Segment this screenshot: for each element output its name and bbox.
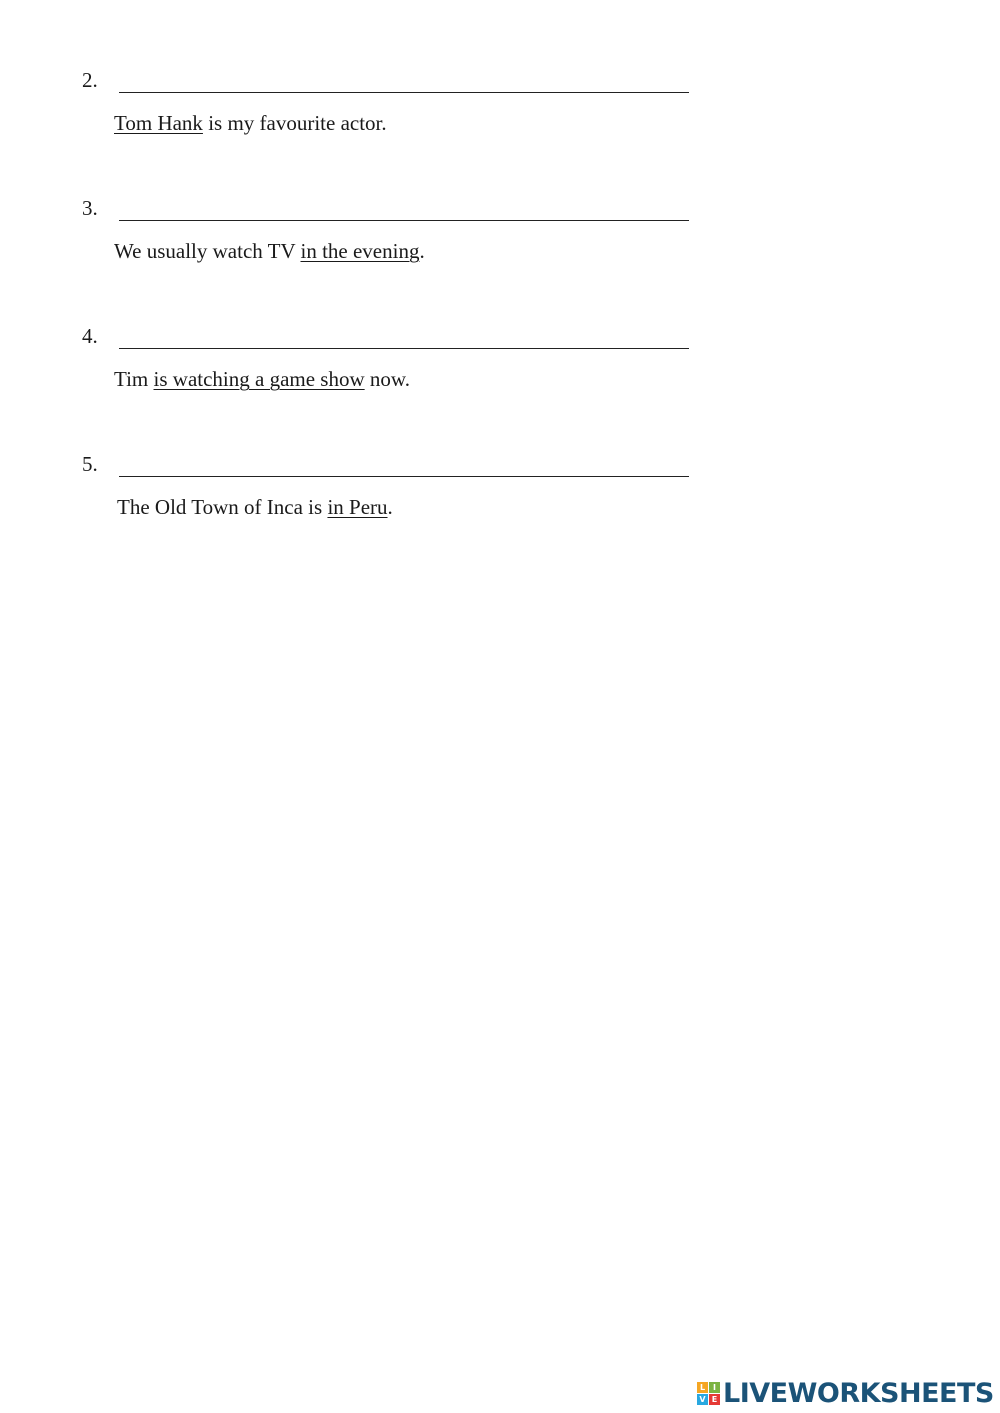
sentence-text: The Old Town of Inca is [117,495,328,519]
sentence [117,495,393,519]
sentence-text: We usually watch TV [114,239,301,263]
answer-field[interactable] [119,70,689,93]
underlined-phrase: in the evening [300,239,420,263]
sentence-text: . [419,239,425,263]
logo-mark-cell: L [697,1382,708,1393]
sentence-text: is my favourite actor. [202,111,387,135]
liveworksheets-logo [697,1378,994,1408]
sentence-text: . [387,495,393,519]
sentence-text: now. [364,367,410,391]
logo-mark-icon [697,1382,720,1405]
question-number: 4. [82,324,98,348]
logo-mark-cell: V [697,1394,708,1405]
sentence-text: Tim [114,367,154,391]
underlined-phrase: in Peru [327,495,388,519]
question-number: 5. [82,452,98,476]
sentence [114,367,410,391]
logo-wordmark: LIVEWORKSHEETS [723,1377,994,1409]
answer-field[interactable] [119,454,689,477]
sentence [114,111,387,135]
sentence [114,239,425,263]
logo-mark-cell: I [709,1382,720,1393]
logo-mark-cell: E [709,1394,720,1405]
underlined-phrase: is watching a game show [153,367,365,391]
answer-field[interactable] [119,198,689,221]
question-number: 2. [82,68,98,92]
underlined-phrase: Tom Hank [114,111,203,135]
question-number: 3. [82,196,98,220]
answer-field[interactable] [119,326,689,349]
